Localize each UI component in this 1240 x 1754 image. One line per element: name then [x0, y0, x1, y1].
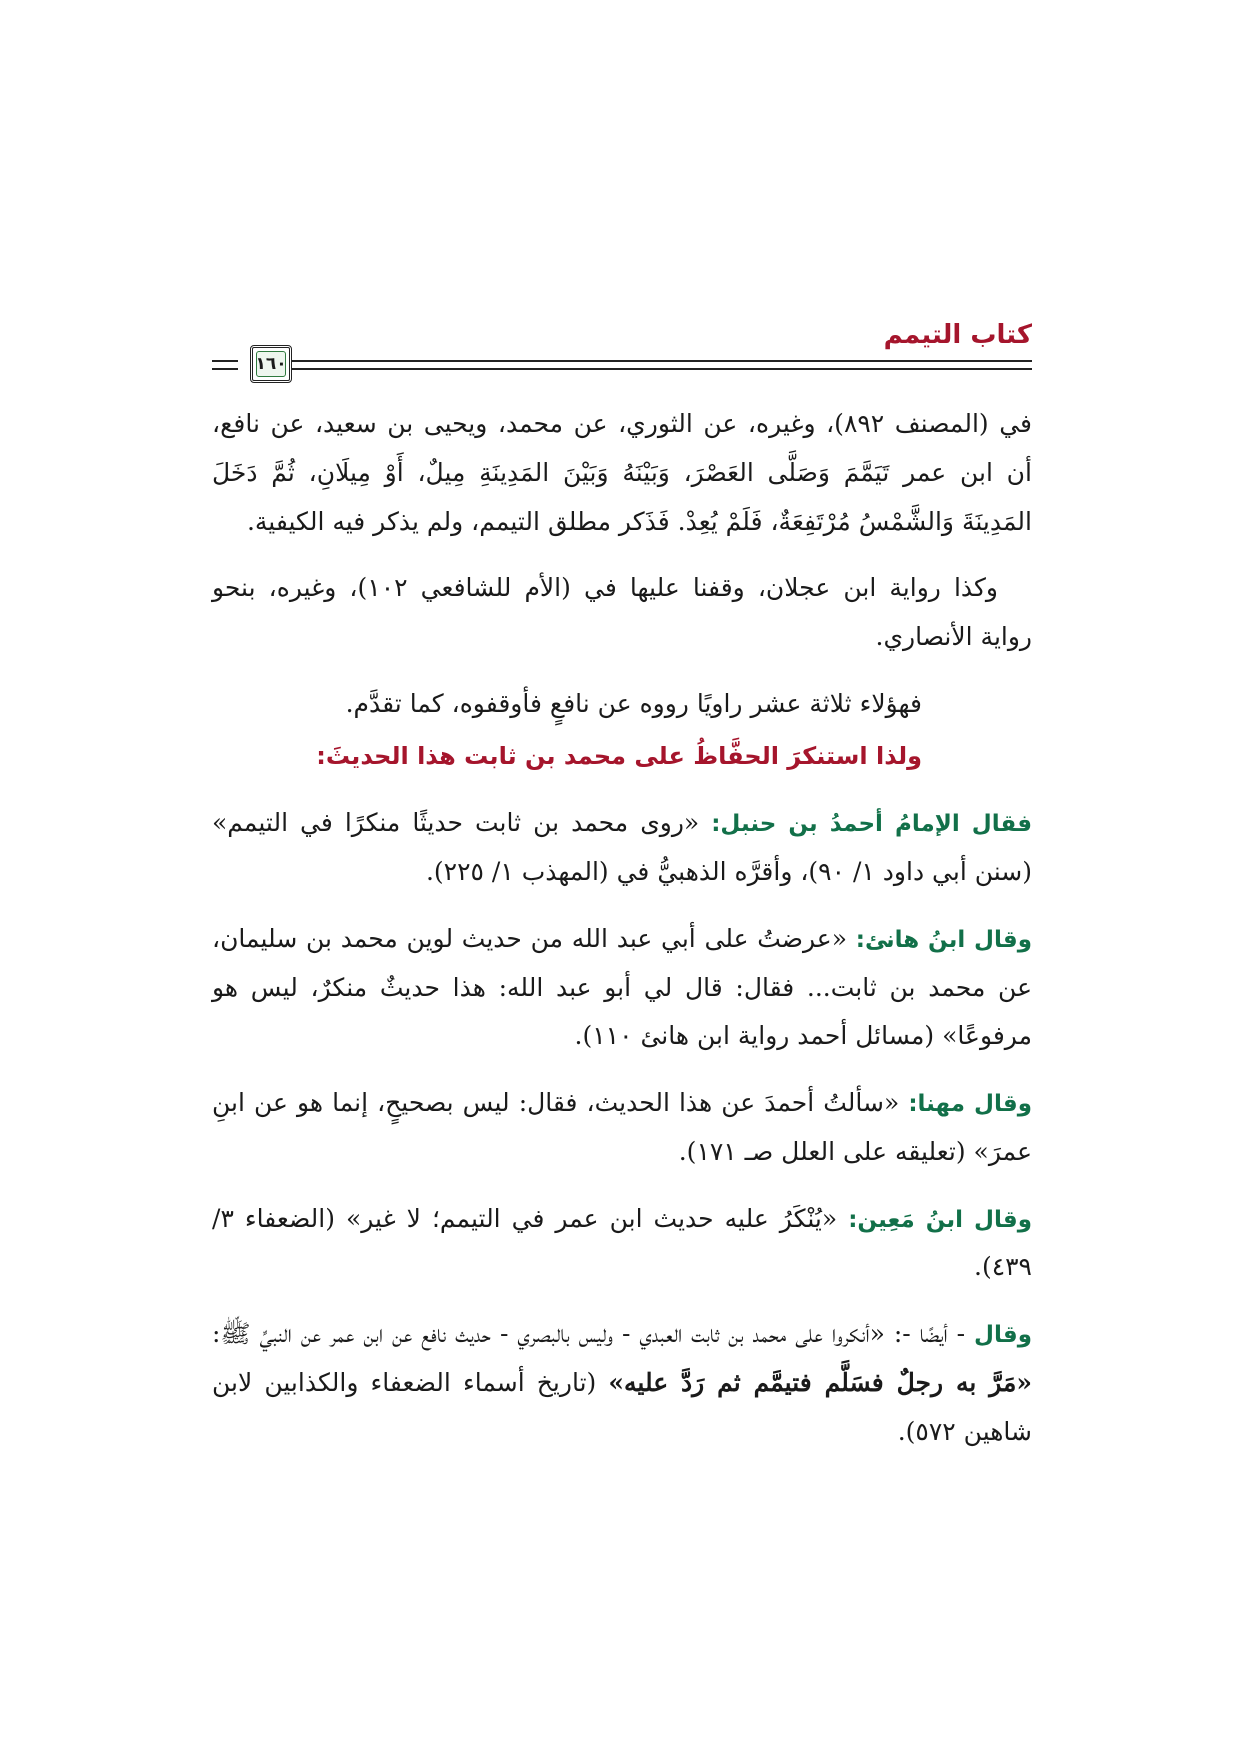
quote-ibn-hani-text: «عرضتُ على أبي عبد الله من حديث لوين محمد بن سليمان، عن محمد بن ثابت... فقال: قال لي أبو عبد الله: هذا حديثٌ منكرٌ، ليس هو مرفوعًا» (مسائل أحمد رواية ابن هانئ ١١٠).	[212, 923, 1032, 1051]
header-rule-bottom	[292, 368, 1032, 370]
quote-ibn-main	[212, 1195, 1032, 1293]
quote-ibn-main-text: «يُنْكَرُ عليه حديث ابن عمر في التيمم؛ لا غير» (الضعفاء ٣/ ٤٣٩).	[212, 1203, 1032, 1282]
quote-muhanna	[212, 1079, 1032, 1177]
page-number-badge	[250, 345, 292, 383]
header-rule-left-top	[212, 360, 238, 362]
quote-ibn-hani	[212, 915, 1032, 1061]
hadith-text: «مَرَّ به رجلٌ فسَلَّم فتيمَّم ثم رَدَّ عليه»	[608, 1367, 1033, 1397]
paragraph-2: وكذا رواية ابن عجلان، وقفنا عليها في (الأم للشافعي ١٠٢)، وغيره، بنحو رواية الأنصاري.	[212, 573, 1032, 651]
page-number: ١٦٠	[255, 354, 287, 374]
page-body	[212, 400, 1032, 1474]
chapter-title: كتاب التيمم	[883, 320, 1032, 350]
speaker-ahmad: فقال الإمامُ أحمدُ بن حنبل:	[711, 811, 1033, 838]
quote-ibn-main-2-text-b: (تاريخ أسماء الضعفاء والكذابين لابن شاهين ٥٧٢).	[212, 1367, 1032, 1446]
header-rule-top	[292, 360, 1032, 362]
quote-ibn-main-2	[212, 1310, 1032, 1456]
quote-muhanna-text: «سألتُ أحمدَ عن هذا الحديث، فقال: ليس بصحيحٍ، إنما هو عن ابنِ عمرَ» (تعليقه على العلل صـ ١٧١).	[212, 1088, 1032, 1166]
speaker-muhanna: وقال مهنا:	[908, 1091, 1033, 1118]
speaker-ibn-hani: وقال ابنُ هانئ:	[855, 926, 1032, 953]
speaker-ibn-main-2: وقال	[974, 1322, 1032, 1349]
header-rule-left-bottom	[212, 368, 238, 370]
quote-ahmad	[212, 799, 1032, 897]
quote-ahmad-text: «روى محمد بن ثابت حديثًا منكرًا في التيمم» (سنن أبي داود ١/ ٩٠)، وأقرَّه الذهبيُّ في (المهذب ١/ ٢٢٥).	[212, 808, 1032, 887]
quote-ibn-main-2-text-a: - أيضًا -: «أنكروا على محمد بن ثابت العبدي - وليس بالبصري - حديث نافع عن ابن عمر عن النبيِّ ﷺ:	[212, 1319, 975, 1349]
paragraph-1: في (المصنف ٨٩٢)، وغيره، عن الثوري، عن محمد، ويحيى بن سعيد، عن نافع، أن ابن عمر تَيَمَّمَ وَصَلَّى العَصْرَ، وَبَيْنَهُ وَبَيْنَ المَدِينَةِ مِيلٌ، أَوْ مِيلَانِ، ثُمَّ دَخَلَ المَدِينَةَ وَالشَّمْسُ مُرْتَفِعَةٌ، فَلَمْ يُعِدْ. فَذَكر مطلق التيمم، ولم يذكر فيه الكيفية.	[212, 409, 1032, 536]
section-heading: ولذا استنكرَ الحفَّاظُ على محمد بن ثابت هذا الحديثَ:	[316, 741, 922, 770]
page-header	[212, 318, 1032, 388]
speaker-ibn-main: وقال ابنُ مَعِين:	[848, 1206, 1032, 1233]
paragraph-3: فهؤلاء ثلاثة عشر راويًا رووه عن نافعٍ فأوقفوه، كما تقدَّم.	[345, 688, 922, 718]
